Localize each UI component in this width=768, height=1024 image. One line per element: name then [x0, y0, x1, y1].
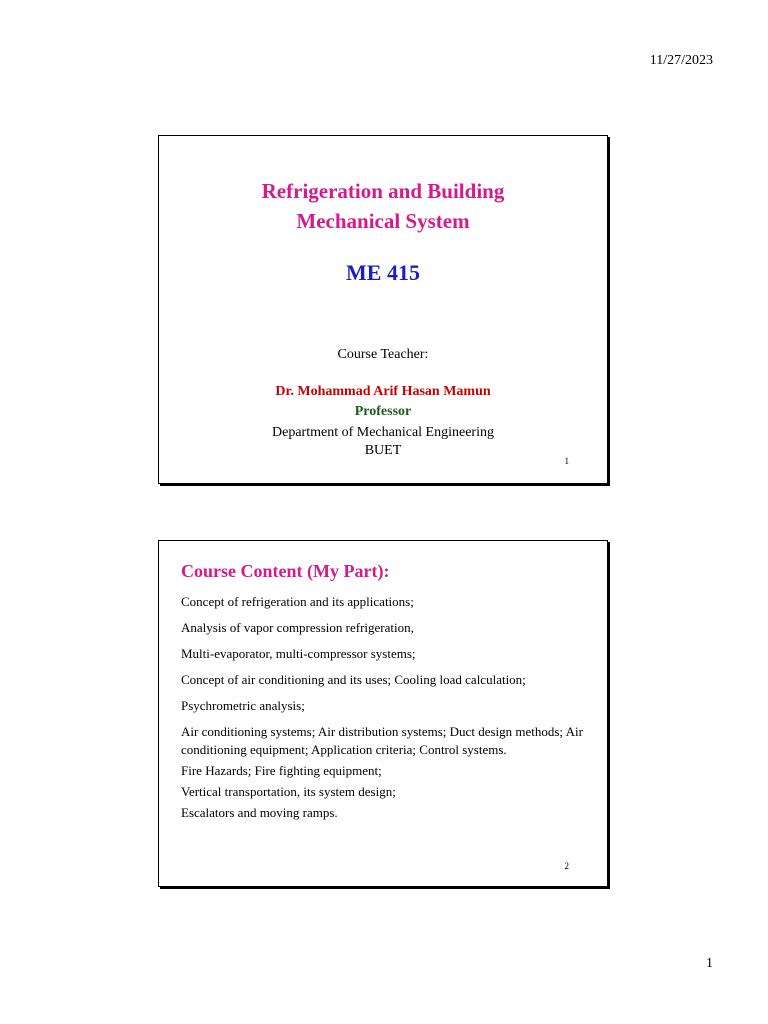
page-date: 11/27/2023 [649, 53, 713, 68]
course-code: ME 415 [346, 260, 420, 285]
teacher-name: Dr. Mohammad Arif Hasan Mamun [275, 384, 491, 399]
teacher-role: Professor [354, 404, 412, 419]
course-content-list [181, 593, 589, 830]
content-heading: Course Content (My Part): [181, 561, 390, 581]
list-item: Air conditioning systems; Air distribution systems; Duct design methods; Air conditioning equipment; Application criteria; Control systems. [181, 724, 583, 757]
list-item: Psychrometric analysis; [181, 698, 305, 713]
list-item: Multi-evaporator, multi-compressor systems; [181, 646, 416, 661]
slide-number: 2 [564, 861, 569, 871]
slide-title-line-2: Mechanical System [296, 209, 470, 233]
teacher-label: Course Teacher: [337, 347, 429, 362]
list-item: Analysis of vapor compression refrigeration, [181, 620, 414, 635]
list-item: Fire Hazards; Fire fighting equipment; [181, 763, 382, 778]
list-item: Concept of refrigeration and its applications; [181, 594, 414, 609]
list-item: Vertical transportation, its system design; [181, 784, 396, 799]
page-number: 1 [706, 956, 713, 971]
slide-number: 1 [564, 456, 569, 466]
slide-title-line-1: Refrigeration and Building [261, 179, 505, 203]
list-item: Escalators and moving ramps. [181, 805, 338, 820]
teacher-institution: BUET [364, 443, 402, 458]
title-slide [158, 135, 608, 484]
teacher-department: Department of Mechanical Engineering [272, 425, 494, 440]
content-slide [158, 540, 608, 887]
slide-title [159, 176, 607, 236]
list-item: Concept of air conditioning and its uses; Cooling load calculation; [181, 672, 526, 687]
